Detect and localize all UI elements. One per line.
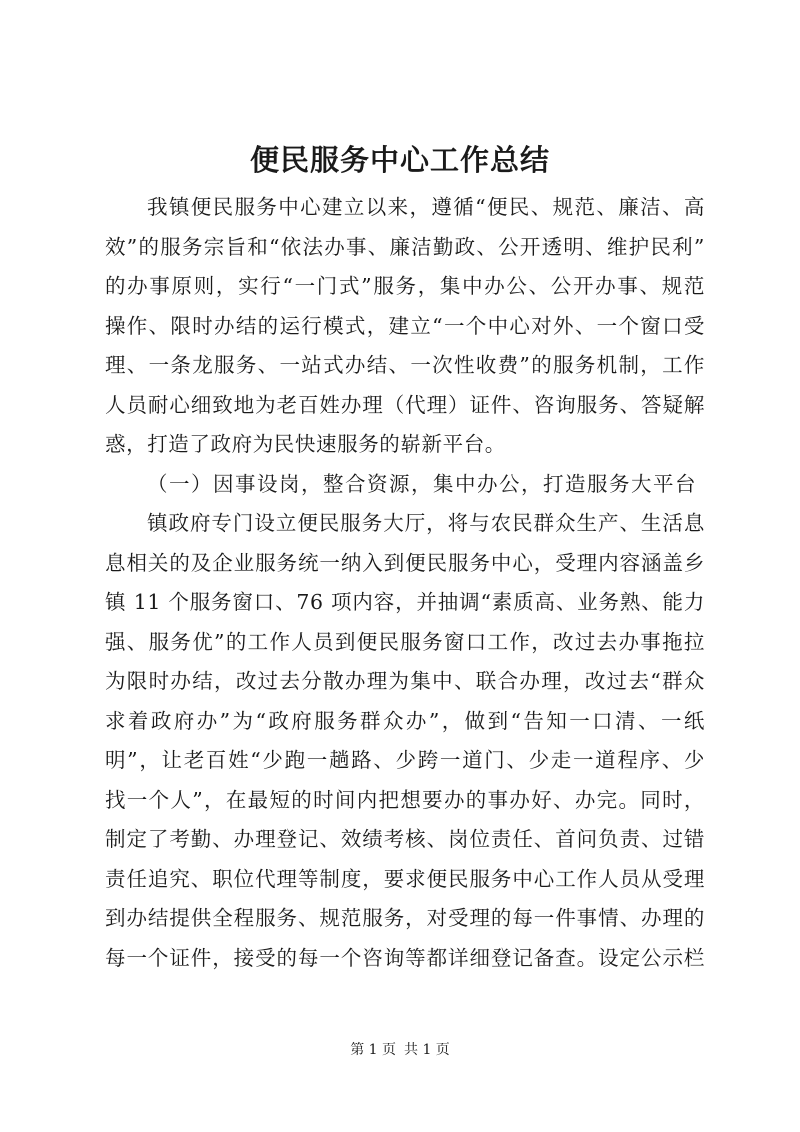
paragraph-line: 理、一条龙服务、一站式办结、一次性收费”的服务机制，工作 <box>105 353 705 377</box>
paragraph-line: 每一个证件，接受的每一个咨询等都详细登记备查。设定公示栏 <box>105 945 705 970</box>
paragraph-line: 人员耐心细致地为老百姓办理（代理）证件、咨询服务、答疑解 <box>105 392 705 417</box>
paragraph-line: 息相关的及企业服务统一纳入到便民服务中心，受理内容涵盖乡 <box>105 550 705 575</box>
paragraph-line: 强、服务优”的工作人员到便民服务窗口工作，改过去办事拖拉 <box>105 629 705 654</box>
document-title: 便民服务中心工作总结 <box>249 143 550 177</box>
paragraph-line: 制定了考勤、办理登记、效绩考核、岗位责任、首问负责、过错 <box>105 827 705 851</box>
paragraph-line: 求着政府办”为“政府服务群众办”，做到“告知一口清、一纸 <box>105 708 705 733</box>
paragraph-line: 明”，让老百姓“少跑一趟路、少跨一道门、少走一道程序、少 <box>105 748 705 772</box>
paragraph-line: 惑，打造了政府为民快速服务的崭新平台。 <box>105 432 506 456</box>
paragraph-2 <box>105 504 705 978</box>
paragraph-line: 我镇便民服务中心建立以来，遵循“便民、规范、廉洁、高 <box>147 195 705 219</box>
section-heading: （一）因事设岗，整合资源，集中办公，打造服务大平台 <box>147 471 697 496</box>
paragraph-line: 镇政府专门设立便民服务大厅，将与农民群众生产、生活息 <box>147 511 705 535</box>
page-total: 共 1 页 <box>404 1042 450 1058</box>
page-footer <box>0 1040 800 1060</box>
paragraph-line: 找一个人”，在最短的时间内把想要办的事办好、办完。同时， <box>105 787 705 812</box>
paragraph-line: 到办结提供全程服务、规范服务，对受理的每一件事情、办理的 <box>105 906 705 930</box>
paragraph-line: 责任追究、职位代理等制度，要求便民服务中心工作人员从受理 <box>105 866 705 891</box>
paragraph-1 <box>105 188 705 465</box>
paragraph-line: 镇 11 个服务窗口、76 项内容，并抽调“素质高、业务熟、能力 <box>105 590 705 614</box>
paragraph-line: 为限时办结，改过去分散办理为集中、联合办理，改过去“群众 <box>105 669 705 693</box>
paragraph-line: 效”的服务宗旨和“依法办事、廉洁勤政、公开透明、维护民利” <box>105 234 705 259</box>
paragraph-line: 的办事原则，实行“一门式”服务，集中办公、公开办事、规范 <box>105 274 705 298</box>
page-number: 第 1 页 <box>350 1042 396 1058</box>
document-body <box>105 188 705 978</box>
paragraph-line: 操作、限时办结的运行模式，建立“一个中心对外、一个窗口受 <box>105 313 705 338</box>
